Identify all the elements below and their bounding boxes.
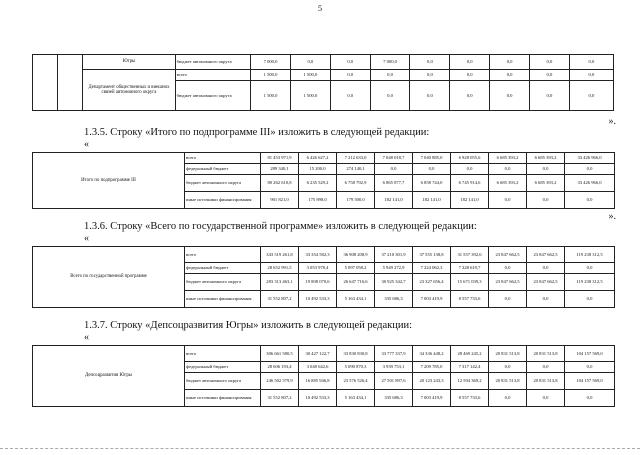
row-label: бюджет автономного округа <box>185 175 261 192</box>
value-cell: 7 000,0 <box>251 55 291 70</box>
value-cell: 0,0 <box>370 81 410 111</box>
value-cell: 23 847 662,5 <box>527 247 565 263</box>
value-cell: 0,0 <box>569 55 613 70</box>
value-cell: 901 821,0 <box>261 192 299 209</box>
row-name: Депсоцразвития Югры <box>33 346 185 407</box>
value-cell: 0,0 <box>450 81 490 111</box>
table-row <box>33 153 615 164</box>
value-cell: 0,0 <box>490 81 530 111</box>
row-label: бюджет автономного округа <box>175 55 251 70</box>
value-cell: 33 830 830,8 <box>337 346 375 362</box>
value-cell: 0,0 <box>530 55 570 70</box>
value-cell: 33 426 966,0 <box>565 175 615 192</box>
value-cell: 3 048 642,6 <box>299 362 337 373</box>
value-cell: 0,0 <box>527 192 565 209</box>
value-cell: 36 908 208,9 <box>337 247 375 263</box>
value-cell: 1 500,0 <box>251 81 291 111</box>
value-cell: 16 885 946,8 <box>299 373 337 390</box>
value-cell: 0,0 <box>450 55 490 70</box>
value-cell: 7 003 419,9 <box>413 390 451 407</box>
value-cell: 15 671 039,3 <box>451 274 489 291</box>
row-label: федеральный бюджет <box>185 263 261 274</box>
value-cell: 0,0 <box>569 81 613 111</box>
top-table <box>32 54 614 111</box>
value-cell: 8 557 733,6 <box>451 291 489 308</box>
value-cell: 81 453 971,9 <box>261 153 299 164</box>
row-label: федеральный бюджет <box>185 362 261 373</box>
value-cell: 0,0 <box>527 291 565 308</box>
value-cell: 6 685 393,2 <box>489 153 527 164</box>
value-cell: 15 200,0 <box>299 164 337 175</box>
value-cell: 27 501 897,6 <box>375 373 413 390</box>
value-cell: 6 745 914,6 <box>451 175 489 192</box>
row-name: Югры <box>83 55 175 70</box>
value-cell: 1 500,0 <box>290 81 330 111</box>
section-heading: 1.3.5. Строку «Итого по подпрограмме III» изложить в следующей редакции: <box>84 127 430 138</box>
value-cell: 306 661 580,5 <box>261 346 299 362</box>
value-cell: 0,0 <box>490 55 530 70</box>
value-cell: 30 427 122,7 <box>299 346 337 362</box>
value-cell: 0,0 <box>330 70 370 81</box>
value-cell: 0,0 <box>527 390 565 407</box>
value-cell: 20 831 513,8 <box>527 373 565 390</box>
value-cell: 182 141,0 <box>413 192 451 209</box>
value-cell: 0,0 <box>290 55 330 70</box>
value-cell: 33 777 337,9 <box>375 346 413 362</box>
section-table <box>32 246 615 308</box>
section-table <box>32 152 615 209</box>
value-cell: 119 238 312,5 <box>565 247 615 263</box>
value-cell: 31 552 807,2 <box>261 291 299 308</box>
value-cell: 6 426 627,2 <box>299 153 337 164</box>
value-cell: 19 808 070,6 <box>299 274 337 291</box>
row-name: Департамент общественных и внешних связей автономного округа <box>83 70 175 111</box>
value-cell: 6 685 393,2 <box>527 153 565 164</box>
value-cell: 33 426 966,0 <box>565 153 615 164</box>
value-cell: 5 949 272,9 <box>375 263 413 274</box>
value-cell: 0,0 <box>410 81 450 111</box>
value-cell: 104 157 569,0 <box>565 373 615 390</box>
value-cell: 23 327 656,4 <box>413 274 451 291</box>
value-cell: 283 313 463,1 <box>261 274 299 291</box>
value-cell: 12 594 369,2 <box>451 373 489 390</box>
value-cell: 6 858 744,0 <box>413 175 451 192</box>
value-cell: 23 847 662,5 <box>489 247 527 263</box>
close-quote: ». <box>608 116 616 127</box>
value-cell: 0,0 <box>527 164 565 175</box>
section-heading: 1.3.7. Строку «Депсоцразвития Югры» изложить в следующей редакции: <box>84 320 413 331</box>
value-cell: 20 123 243,3 <box>413 373 451 390</box>
table-row <box>33 346 615 362</box>
value-cell: 34 336 448,2 <box>413 346 451 362</box>
close-quote: ». <box>608 211 616 222</box>
value-cell: 179 500,0 <box>337 192 375 209</box>
value-cell: 5 163 434,1 <box>337 291 375 308</box>
row-label: всего <box>185 346 261 362</box>
open-quote: « <box>84 332 89 343</box>
value-cell: 6 685 393,2 <box>489 175 527 192</box>
footer-divider <box>0 448 640 451</box>
value-cell: 0,0 <box>530 70 570 81</box>
value-cell: 0,0 <box>565 263 615 274</box>
value-cell: 6 235 529,2 <box>299 175 337 192</box>
page-number: 5 <box>318 4 322 13</box>
value-cell: 0,0 <box>410 55 450 70</box>
row-label: иные источники финансирования <box>185 192 261 209</box>
value-cell: 20 831 513,8 <box>489 373 527 390</box>
value-cell: 0,0 <box>330 55 370 70</box>
value-cell: 37 555 138,8 <box>413 247 451 263</box>
value-cell: 335 686,3 <box>375 390 413 407</box>
row-label: бюджет автономного округа <box>185 373 261 390</box>
value-cell: 23 847 662,5 <box>527 274 565 291</box>
value-cell: 31 557 392,6 <box>451 247 489 263</box>
value-cell: 175 898,0 <box>299 192 337 209</box>
value-cell: 0,0 <box>370 70 410 81</box>
value-cell: 28 652 991,5 <box>261 263 299 274</box>
value-cell: 0,0 <box>413 164 451 175</box>
value-cell: 80 262 610,8 <box>261 175 299 192</box>
value-cell: 7 212 633,0 <box>337 153 375 164</box>
row-label: бюджет автономного округа <box>175 81 251 111</box>
value-cell: 335 686,3 <box>375 291 413 308</box>
value-cell: 119 238 312,5 <box>565 274 615 291</box>
table-row <box>33 55 614 70</box>
value-cell: 7 000,0 <box>370 55 410 70</box>
value-cell: 7 328 619,7 <box>451 263 489 274</box>
value-cell: 0,0 <box>565 192 615 209</box>
value-cell: 343 519 261,8 <box>261 247 299 263</box>
value-cell: 0,0 <box>565 390 615 407</box>
value-cell: 30 925 342,7 <box>375 274 413 291</box>
value-cell: 5 090 870,3 <box>337 362 375 373</box>
value-cell: 28 606 193,4 <box>261 362 299 373</box>
row-label: федеральный бюджет <box>185 164 261 175</box>
value-cell: 6 928 055,6 <box>451 153 489 164</box>
row-name: Всего по государственной программе <box>33 247 185 308</box>
row-label: всего <box>185 153 261 164</box>
value-cell: 0,0 <box>489 192 527 209</box>
open-quote: « <box>84 233 89 244</box>
value-cell: 0,0 <box>375 164 413 175</box>
value-cell: 7 003 419,9 <box>413 291 451 308</box>
value-cell: 33 354 582,3 <box>299 247 337 263</box>
value-cell: 7 224 062,3 <box>413 263 451 274</box>
value-cell: 0,0 <box>410 70 450 81</box>
row-label: иные источники финансирования <box>185 291 261 308</box>
value-cell: 23 847 662,5 <box>489 274 527 291</box>
value-cell: 10 492 533,3 <box>299 291 337 308</box>
value-cell: 7 048 018,7 <box>375 153 413 164</box>
value-cell: 31 552 807,2 <box>261 390 299 407</box>
value-cell: 3 939 753,1 <box>375 362 413 373</box>
value-cell: 274 140,1 <box>337 164 375 175</box>
value-cell: 1 500,0 <box>251 70 291 81</box>
value-cell: 246 502 579,9 <box>261 373 299 390</box>
value-cell: 0,0 <box>489 164 527 175</box>
value-cell: 182 141,0 <box>451 192 489 209</box>
value-cell: 0,0 <box>569 70 613 81</box>
value-cell: 6 685 393,2 <box>527 175 565 192</box>
value-cell: 0,0 <box>450 70 490 81</box>
value-cell: 7 040 885,0 <box>413 153 451 164</box>
row-name: Итого по подпрограмме III <box>33 153 185 209</box>
value-cell: 28 469 245,2 <box>451 346 489 362</box>
value-cell: 289 340,1 <box>261 164 299 175</box>
value-cell: 5 097 058,2 <box>337 263 375 274</box>
row-label: всего <box>185 247 261 263</box>
section-table <box>32 345 615 407</box>
open-quote: « <box>84 139 89 150</box>
value-cell: 8 557 733,6 <box>451 390 489 407</box>
value-cell: 1 500,0 <box>290 70 330 81</box>
value-cell: 0,0 <box>489 291 527 308</box>
row-label: всего <box>175 70 251 81</box>
value-cell: 0,0 <box>530 81 570 111</box>
value-cell: 0,0 <box>527 362 565 373</box>
value-cell: 0,0 <box>489 362 527 373</box>
value-cell: 7 317 142,4 <box>451 362 489 373</box>
value-cell: 104 157 569,0 <box>565 346 615 362</box>
value-cell: 23 576 526,4 <box>337 373 375 390</box>
value-cell: 182 141,0 <box>375 192 413 209</box>
value-cell: 6 758 792,9 <box>337 175 375 192</box>
section-heading: 1.3.6. Строку «Всего по государственной программе» изложить в следующей редакции: <box>84 221 477 232</box>
value-cell: 20 831 513,8 <box>527 346 565 362</box>
value-cell: 26 647 716,6 <box>337 274 375 291</box>
value-cell: 5 163 434,1 <box>337 390 375 407</box>
value-cell: 0,0 <box>451 164 489 175</box>
value-cell: 7 209 785,0 <box>413 362 451 373</box>
value-cell: 0,0 <box>489 263 527 274</box>
value-cell: 20 831 513,8 <box>489 346 527 362</box>
value-cell: 6 865 877,7 <box>375 175 413 192</box>
value-cell: 0,0 <box>565 362 615 373</box>
row-label: бюджет автономного округа <box>185 274 261 291</box>
value-cell: 0,0 <box>565 164 615 175</box>
table-row <box>33 247 615 263</box>
value-cell: 0,0 <box>527 263 565 274</box>
value-cell: 37 210 301,9 <box>375 247 413 263</box>
value-cell: 0,0 <box>489 390 527 407</box>
value-cell: 10 492 533,3 <box>299 390 337 407</box>
value-cell: 0,0 <box>330 81 370 111</box>
value-cell: 3 053 978,4 <box>299 263 337 274</box>
value-cell: 0,0 <box>565 291 615 308</box>
row-label: иные источники финансирования <box>185 390 261 407</box>
value-cell: 0,0 <box>490 70 530 81</box>
table-row <box>33 70 614 81</box>
